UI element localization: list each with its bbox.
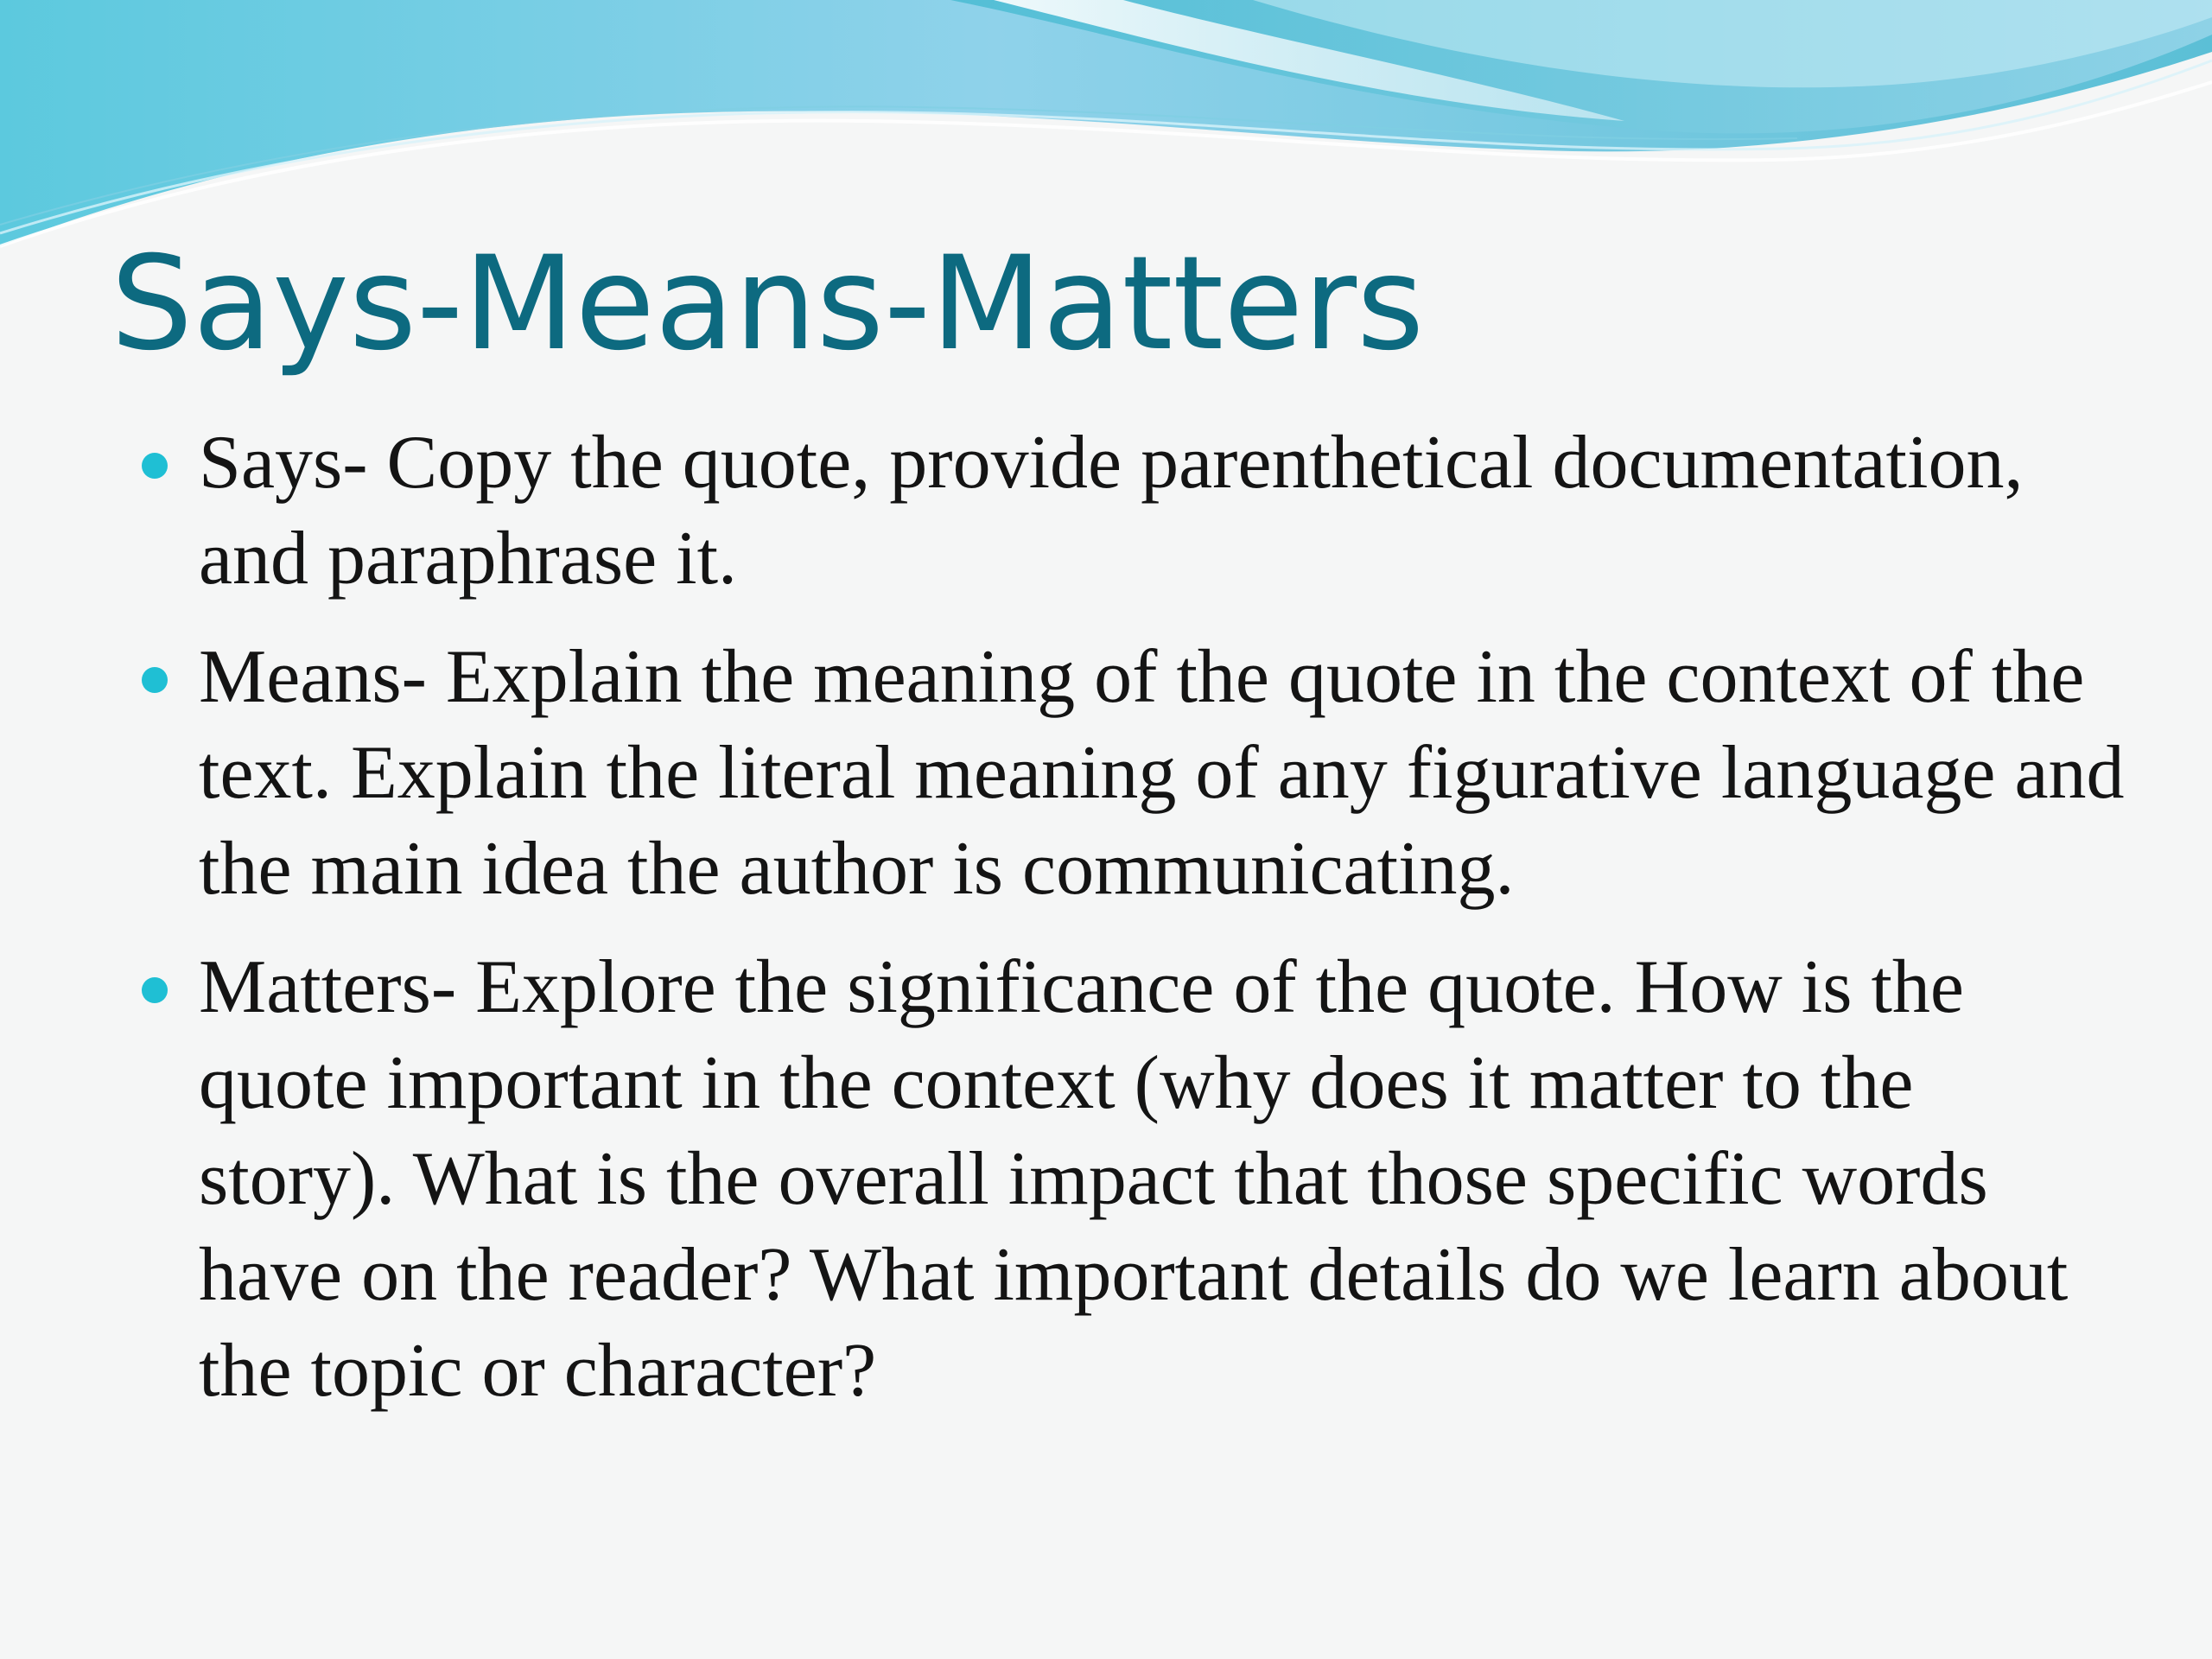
bullet-dot-icon <box>142 977 168 1003</box>
slide-title: Says-Means-Matters <box>111 229 1425 379</box>
header-wave-decoration <box>0 0 2212 259</box>
bullet-dot-icon <box>142 667 168 693</box>
bullet-dot-icon <box>142 453 168 479</box>
bullet-text: Says- Copy the quote, provide parenthetical documentation, and paraphrase it. <box>199 421 2024 601</box>
bullet-means <box>138 629 2126 917</box>
bullet-says <box>138 415 2126 607</box>
bullet-matters <box>138 939 2126 1419</box>
bullet-text: Matters- Explore the significance of the quote. How is the quote important in the context (why does it matter to the story). What is the overall impact that those specific words have on the reader? What important details do we learn about the topic or character? <box>199 945 2069 1413</box>
bullet-text: Means- Explain the meaning of the quote in the context of the text. Explain the literal meaning of any figurative language and the main idea the author is communicating. <box>199 635 2125 911</box>
bullet-list <box>138 415 2126 1441</box>
